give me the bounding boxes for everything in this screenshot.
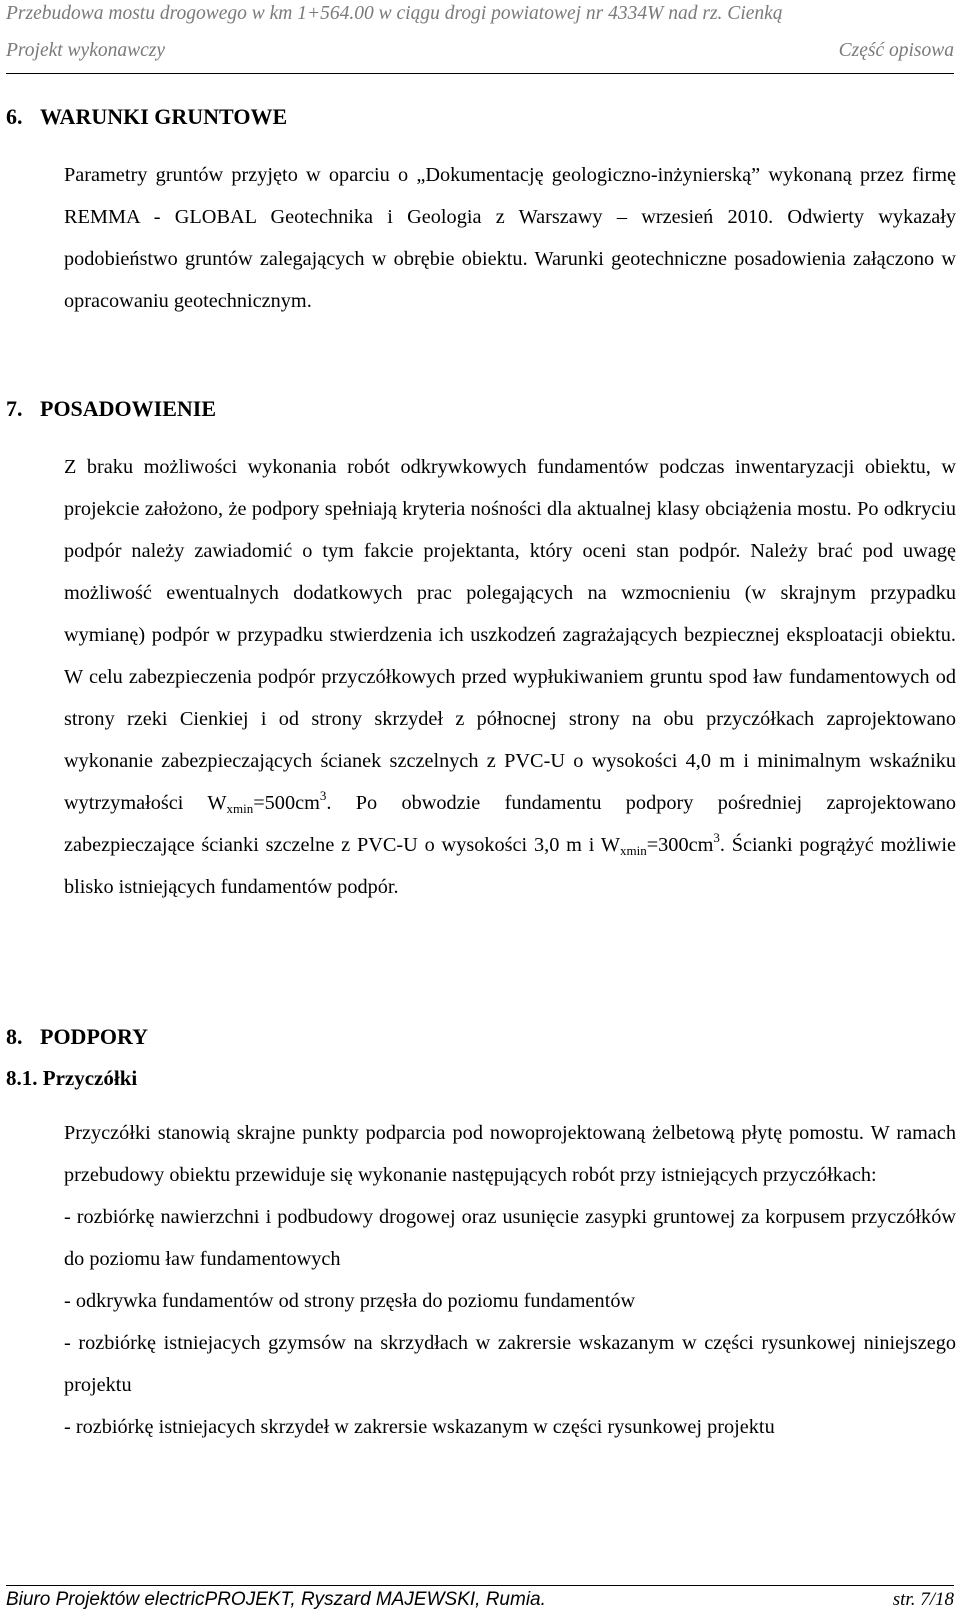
section-6-text: Parametry gruntów przyjęto w oparciu o „Dokumentację geologiczno-inżynierską” wykonaną przez firmę REMMA - GLOBAL Geotechnika i Geologia z Warszawy – wrzesień 2010. Odwierty wykazały podobieństwo gruntów zalegających w obrębie obiektu. Warunki geotechniczne posadowienia załączono w opracowaniu geotechnicznym. (64, 164, 956, 312)
section-6-heading (6, 104, 287, 130)
section-8-1-title: Przyczółki (42, 1066, 138, 1090)
s7-text-2: =500cm (253, 792, 320, 814)
s7-sub-1: xmin (226, 801, 254, 816)
header-title: Przebudowa mostu drogowego w km 1+564.00 w ciągu drogi powiatowej nr 4334W nad rz. Cienką (6, 3, 783, 24)
section-8-1-heading (6, 1066, 137, 1091)
section-8-1-intro: Przyczółki stanowią skrajne punkty podparcia pod nowoprojektowaną żelbetową płytę pomostu. W ramach przebudowy obiektu przewiduje się wykonanie następujących robót przy istniejących przyczółkach: (64, 1122, 956, 1186)
list-item: - rozbiórkę istniejacych skrzydeł w zakrersie wskazanym w części rysunkowej projektu (64, 1416, 775, 1438)
s7-text-5: . Ścianki pogrążyć możliwie blisko istniejących fundamentów podpór. (64, 834, 956, 898)
footer (0, 1589, 960, 1611)
header-right: Część opisowa (838, 40, 954, 61)
section-7-number: 7. (6, 396, 23, 421)
s7-text-4: =300cm (646, 834, 714, 856)
section-8-number: 8. (6, 1024, 23, 1049)
section-8-title: PODPORY (40, 1024, 148, 1049)
s7-sup-1: 3 (319, 788, 327, 803)
header-rule (6, 73, 954, 74)
section-7-text (64, 446, 956, 908)
footer-company: Biuro Projektów electricPROJEKT, Ryszard MAJEWSKI, Rumia. (6, 1589, 546, 1610)
page-number: str. 7/18 (892, 1589, 954, 1610)
list-item: - odkrywka fundamentów od strony przęsła do poziomu fundamentów (64, 1290, 636, 1312)
section-8-1-text (64, 1112, 956, 1448)
list-item: - rozbiórkę nawierzchni i podbudowy drogowej oraz usunięcie zasypki gruntowej za korpusem przyczółków do poziomu ław fundamentowych (64, 1206, 956, 1270)
section-7-title: POSADOWIENIE (40, 396, 217, 421)
section-6-number: 6. (6, 104, 23, 129)
footer-rule (6, 1585, 954, 1586)
section-6-title: WARUNKI GRUNTOWE (40, 104, 288, 129)
header-left: Projekt wykonawczy (6, 40, 166, 61)
s7-sub-2: xmin (619, 843, 647, 858)
section-8-heading (6, 1024, 148, 1050)
section-8-1-number: 8.1. (6, 1066, 38, 1090)
header-subline (0, 40, 960, 62)
s7-text-1: Z braku możliwości wykonania robót odkrywkowych fundamentów podczas inwentaryzacji obiektu, w projekcie założono, że podpory spełniają kryteria nośności dla aktualnej klasy obciążenia mostu. Po odkryciu podpór należy zawiadomić o tym fakcie projektanta, który oceni stan podpór. Należy brać pod uwagę możliwość ewentualnych dodatkowych prac polegających na wzmocnieniu (w skrajnym przypadku wymianę) podpór w przypadku stwierdzenia ich uszkodzeń zagrażających bezpiecznej eksploatacji obiektu. W celu zabezpieczenia podpór przyczółkowych przed wypłukiwaniem gruntu spod ław fundamentowych od strony rzeki Cienkiej i od strony skrzydeł z północnej strony na obu przyczółkach zaprojektowano wykonanie zabezpieczających ścianek szczelnych z PVC-U o wysokości 4,0 m i minimalnym wskaźniku wytrzymałości W (64, 456, 956, 814)
list-item: - rozbiórkę istniejacych gzymsów na skrzydłach w zakrersie wskazanym w części rysunkowej niniejszego projektu (64, 1332, 956, 1396)
s7-sup-2: 3 (713, 830, 720, 845)
section-7-heading (6, 396, 216, 422)
s7-text-3: . Po obwodzie fundamentu podpory pośredniej zaprojektowano zabezpieczające ścianki szczelne z PVC-U o wysokości 3,0 m i W (64, 792, 956, 856)
document-title (0, 3, 960, 25)
